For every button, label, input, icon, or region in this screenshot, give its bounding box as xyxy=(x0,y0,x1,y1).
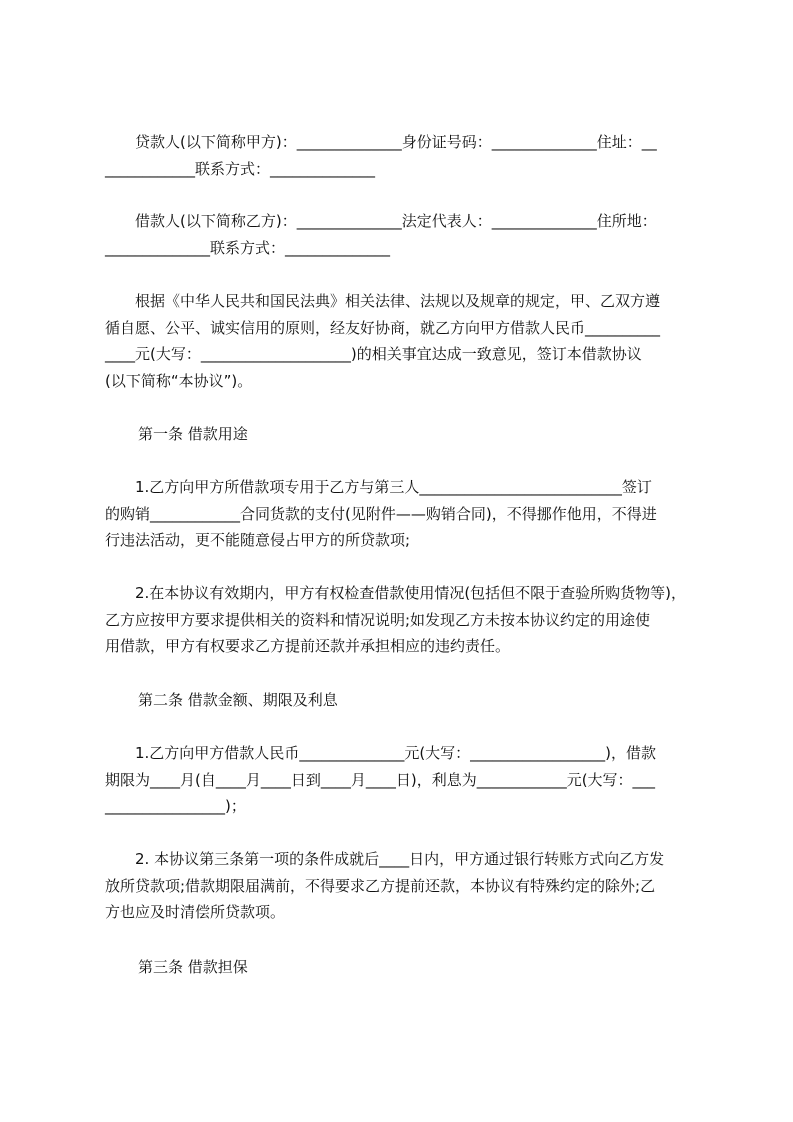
text-line: ______________联系方式：______________ xyxy=(105,238,391,257)
text-line: 行违法活动，更不能随意侵占甲方的所贷款项; xyxy=(105,531,411,549)
text-line: 用借款，甲方有权要求乙方提前还款并承担相应的违约责任。 xyxy=(105,637,511,655)
text-line: 贷款人(以下简称甲方)：______________身份证号码：______________住址：__ xyxy=(105,133,657,151)
text-line: 借款人(以下简称乙方)：______________法定代表人：______________住所地： xyxy=(105,212,657,230)
article-1-clause-1 xyxy=(105,474,705,554)
article-2-heading: 第二条 借款金额、期限及利息 xyxy=(138,691,338,709)
text-line: 放所贷款项;借款期限届满前，不得要求乙方提前还款，本协议有特殊约定的除外;乙 xyxy=(105,876,656,895)
text-line: 1.乙方向甲方所借款项专用于乙方与第三人___________________________签订 xyxy=(105,478,652,496)
article-1-clause-2 xyxy=(105,580,705,660)
lender-info-paragraph xyxy=(105,129,705,182)
article-2-clause-2 xyxy=(105,846,705,926)
borrower-info-paragraph xyxy=(105,208,705,261)
text-line: 1.乙方向甲方借款人民币______________元(大写：__________________)，借款 xyxy=(105,744,657,762)
text-line: 2.在本协议有效期内，甲方有权检查借款使用情况(包括但不限于查验所购货物等)， xyxy=(105,584,687,602)
text-line: ____元(大写：____________________)的相关事宜达成一致意见，签订本借款协议 xyxy=(105,345,642,363)
text-line: (以下简称“本协议”)。 xyxy=(105,371,253,390)
preamble-paragraph xyxy=(105,288,705,394)
text-line: 乙方应按甲方要求提供相关的资料和情况说明;如发现乙方未按本协议约定的用途使 xyxy=(105,610,651,629)
text-line: 根据《中华人民共和国民法典》相关法律、法规以及规章的规定，甲、乙双方遵 xyxy=(105,292,661,310)
text-line: 的购销____________合同货款的支付(见附件——购销合同)，不得挪作他用，不得进 xyxy=(105,504,657,523)
text-line: 期限为____月(自____月____日到____月____日)，利息为____________元(大写：___ xyxy=(105,770,656,789)
article-1-heading: 第一条 借款用途 xyxy=(138,425,248,443)
text-line: ________________)； xyxy=(105,797,246,815)
text-line: 方也应及时清偿所贷款项。 xyxy=(105,903,286,921)
article-3-heading: 第三条 借款担保 xyxy=(138,958,248,976)
article-2-clause-1 xyxy=(105,740,705,820)
text-line: 循自愿、公平、诚实信用的原则，经友好协商，就乙方向甲方借款人民币__________ xyxy=(105,318,661,337)
text-line: ____________联系方式：______________ xyxy=(105,159,376,178)
text-line: 2. 本协议第三条第一项的条件成就后____日内，甲方通过银行转账方式向乙方发 xyxy=(105,850,665,868)
